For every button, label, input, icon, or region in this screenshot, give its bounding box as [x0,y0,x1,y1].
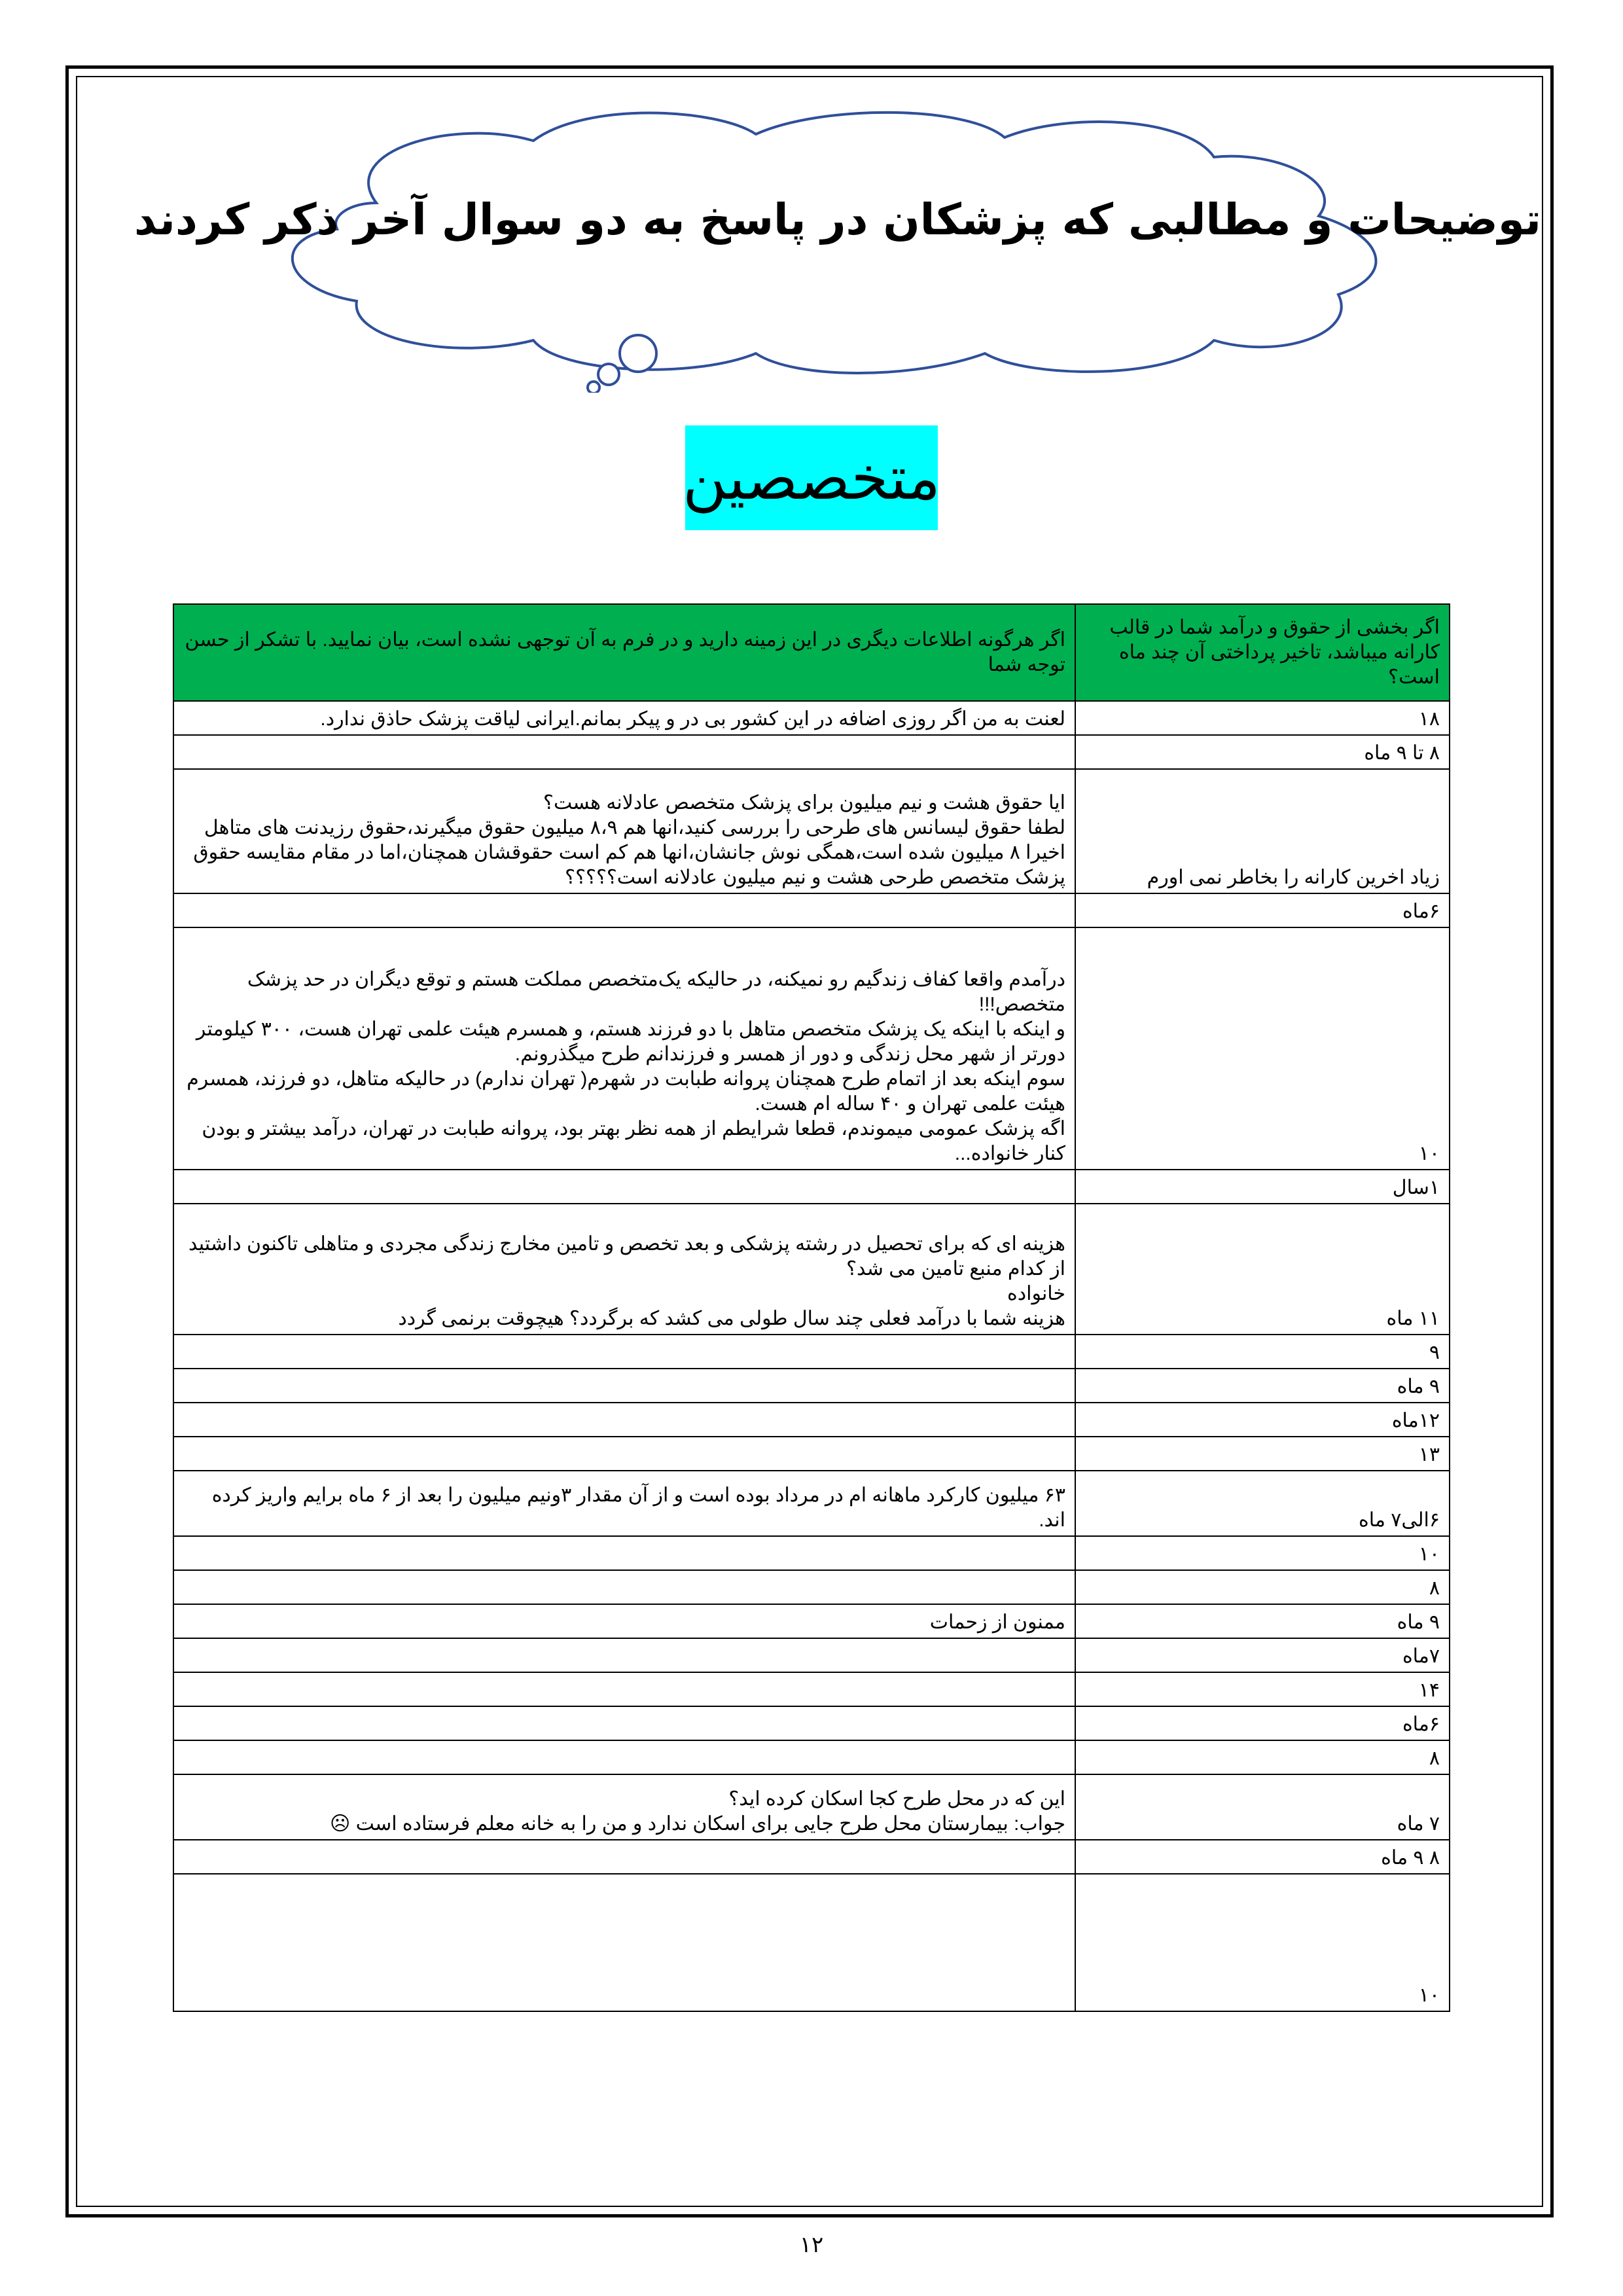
cell-comment [173,1369,1075,1403]
table-row [173,1672,1450,1706]
cell-payment-delay: ۷ماه [1075,1638,1450,1672]
section-label: متخصصین [685,425,938,530]
cell-comment: هزینه ای که برای تحصیل در رشته پزشکی و بعد تخصص و تامین مخارج زندگی مجردی و متاهلی تاکنون داشتید از کدام منبع تامین می شد؟ خانواده هزینه شما با درآمد فعلی چند سال طولی می کشد که برگردد؟ هیچوقت برنمی گردد [173,1204,1075,1335]
header-payment-delay: اگر بخشی از حقوق و درآمد شما در قالب کارانه میباشد، تاخیر پرداختی آن چند ماه است؟ [1075,604,1450,701]
table-row [173,1840,1450,1874]
table-row [173,1570,1450,1604]
table-row [173,1204,1450,1335]
cell-comment [173,1840,1075,1874]
cell-payment-delay: ۱۰ [1075,927,1450,1170]
cell-payment-delay: ۱۴ [1075,1672,1450,1706]
cell-payment-delay: ۷ ماه [1075,1774,1450,1840]
cell-payment-delay: ۸ ۹ ماه [1075,1840,1450,1874]
cell-payment-delay: ۸ [1075,1740,1450,1774]
table-row [173,1774,1450,1840]
cell-payment-delay: ۱۰ [1075,1536,1450,1570]
cell-comment: ایا حقوق هشت و نیم میلیون برای پزشک متخصص عادلانه هست؟ لطفا حقوق لیسانس های طرحی را بررسی کنید،انها هم ۸،۹ میلیون حقوق میگیرند،حقوق رزیدنت های متاهل اخیرا ۸ میلیون شده است،همگی نوش جانشان،انها هم کم است حقوقشان همچنان،اما در مقام مقایسه حقوق پزشک متخصص طرحی هشت و نیم میلیون عادلانه است؟؟؟؟؟ [173,769,1075,893]
cell-comment [173,1570,1075,1604]
table-body [173,701,1450,2011]
table-row [173,1471,1450,1536]
cell-comment [173,1403,1075,1437]
cell-comment [173,1170,1075,1204]
cell-comment [173,1638,1075,1672]
cell-comment [173,1874,1075,2011]
header-additional-info: اگر هرگونه اطلاعات دیگری در این زمینه دارید و در فرم به آن توجهی نشده است، بیان نمایید. با تشکر از حسن توجه شما [173,604,1075,701]
cell-comment [173,735,1075,769]
table-header-row [173,604,1450,701]
cell-comment [173,1672,1075,1706]
cell-payment-delay: ۱۸ [1075,701,1450,735]
page-number: ۱۲ [799,2233,824,2257]
table-row [173,735,1450,769]
table-row [173,1638,1450,1672]
cell-payment-delay: ۹ ماه [1075,1369,1450,1403]
table-row [173,769,1450,893]
cell-comment [173,1740,1075,1774]
table-row [173,1369,1450,1403]
cell-comment: درآمدم واقعا کفاف زندگیم رو نمیکنه، در حالیکه یک‌متخصص مملکت هستم و توقع دیگران در حد پزشک متخصص!!! و اینکه با اینکه یک پزشک متخصص متاهل با دو فرزند هستم، و همسرم هیئت علمی تهران هست، ۳۰۰ کیلومتر دورتر از شهر محل زندگی و دور از همسر و فرزندانم طرح میگذرونم. سوم اینکه بعد از اتمام طرح همچنان پروانه طبابت در شهرم( تهران ندارم) در حالیکه متاهل، دو فرزند، همسرم هیئت علمی تهران و ۴۰ ساله ام هست. اگه پزشک عمومی میموندم، قطعا شرایطم از همه نظر بهتر بود، پروانه طبابت در تهران، درآمد بیشتر و بودن کنار خانواده... [173,927,1075,1170]
table-row [173,1706,1450,1740]
cell-comment [173,1335,1075,1369]
table-row [173,1740,1450,1774]
cell-payment-delay: ۶ماه [1075,893,1450,927]
table-row [173,701,1450,735]
cell-payment-delay: ۸ [1075,1570,1450,1604]
cell-payment-delay: ۱۳ [1075,1437,1450,1471]
cell-payment-delay: ۹ [1075,1335,1450,1369]
table-row [173,1403,1450,1437]
page-title: توضیحات و مطالبی که پزشکان در پاسخ به دو سوال آخر ذکر کردند [134,194,1541,245]
survey-table [173,603,1450,2012]
cell-payment-delay: ۶الی۷ ماه [1075,1471,1450,1536]
cell-payment-delay: ۶ماه [1075,1706,1450,1740]
cell-comment [173,1706,1075,1740]
table-row [173,1335,1450,1369]
table-row [173,1874,1450,2011]
table-row [173,1536,1450,1570]
cell-payment-delay: ۱۱ ماه [1075,1204,1450,1335]
cell-comment: ممنون از زحمات [173,1604,1075,1638]
table-row [173,1604,1450,1638]
cell-comment [173,893,1075,927]
table-row [173,927,1450,1170]
cell-payment-delay: ۸ تا ۹ ماه [1075,735,1450,769]
cell-payment-delay: زیاد اخرین کارانه را بخاطر نمی اورم [1075,769,1450,893]
cell-comment: ۶۳ میلیون کارکرد ماهانه ام در مرداد بوده است و از آن مقدار ۳ونیم میلیون را بعد از ۶ ماه برایم واریز کرده اند. [173,1471,1075,1536]
cell-payment-delay: ۱سال [1075,1170,1450,1204]
table-row [173,1437,1450,1471]
cell-payment-delay: ۱۰ [1075,1874,1450,2011]
cell-comment: لعنت به من اگر روزی اضافه در این کشور بی در و پیکر بمانم.ایرانی لیاقت پزشک حاذق ندارد. [173,701,1075,735]
cell-comment [173,1536,1075,1570]
cell-payment-delay: ۱۲ماه [1075,1403,1450,1437]
cell-comment [173,1437,1075,1471]
cell-comment: این که در محل طرح کجا اسکان کرده اید؟ جواب: بیمارستان محل طرح جایی برای اسکان ندارد و من را به خانه معلم فرستاده است ☹ [173,1774,1075,1840]
cell-payment-delay: ۹ ماه [1075,1604,1450,1638]
table-row [173,893,1450,927]
table-row [173,1170,1450,1204]
